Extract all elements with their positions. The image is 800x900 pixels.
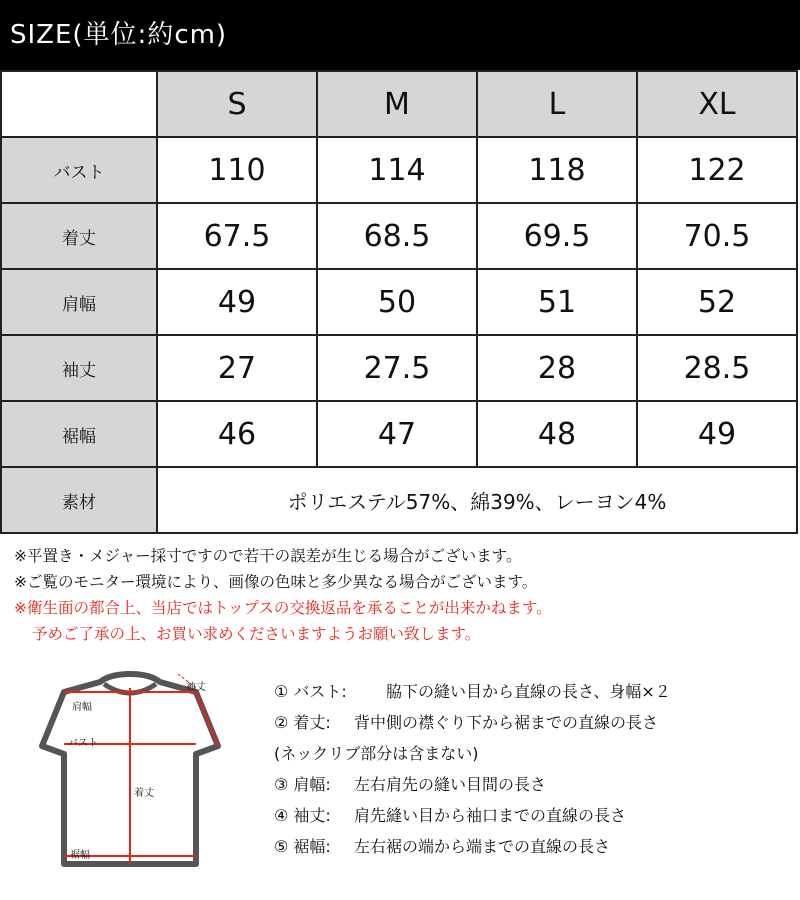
definition-value: (ネックリブ部分は含まない) xyxy=(274,744,479,763)
page-title: SIZE(単位:約cm) xyxy=(0,0,800,70)
table-cell: 52 xyxy=(637,269,797,335)
diagram-label-shoulder: 肩幅 xyxy=(72,702,92,713)
table-cell: 68.5 xyxy=(317,203,477,269)
definition-value: 左右裾の端から端までの直線の長さ xyxy=(354,837,611,856)
table-cell: 67.5 xyxy=(157,203,317,269)
definition-length-note xyxy=(274,738,794,769)
table-cell: 49 xyxy=(637,401,797,467)
table-cell: 48 xyxy=(477,401,637,467)
diagram-label-bust: バスト xyxy=(68,738,98,749)
note-measurement: ※平置き・メジャー採寸ですので若干の誤差が生じる場合がございます。 xyxy=(14,547,522,565)
tshirt-diagram xyxy=(18,668,238,878)
definition-key: ② 着丈: xyxy=(274,713,331,732)
diagram-label-length: 着丈 xyxy=(134,788,154,799)
note-monitor: ※ご覧のモニター環境により、画像の色味と多少異なる場合がございます。 xyxy=(14,573,538,591)
definition-sleeve xyxy=(274,800,794,831)
definition-key: ① バスト: xyxy=(274,682,347,701)
diagram-label-hem: 裾幅 xyxy=(70,850,90,861)
table-row xyxy=(1,137,797,203)
size-header-s: S xyxy=(157,71,317,137)
definition-hem xyxy=(274,831,794,862)
definition-bust xyxy=(274,676,794,707)
table-cell: 51 xyxy=(477,269,637,335)
table-cell: 47 xyxy=(317,401,477,467)
definition-value: 背中側の襟ぐり下から裾までの直線の長さ xyxy=(354,713,659,732)
diagram-label-sleeve: 袖丈 xyxy=(186,682,206,693)
size-table xyxy=(0,70,798,534)
row-label-material: 素材 xyxy=(1,467,157,533)
row-label-hem: 裾幅 xyxy=(1,401,157,467)
definition-value: 左右肩先の縫い目間の長さ xyxy=(354,775,547,794)
table-row xyxy=(1,269,797,335)
definition-key: ④ 袖丈: xyxy=(274,806,331,825)
tshirt-icon xyxy=(18,668,238,878)
table-cell: 69.5 xyxy=(477,203,637,269)
row-label-length: 着丈 xyxy=(1,203,157,269)
definition-value: 肩先縫い目から袖口までの直線の長さ xyxy=(354,806,627,825)
definition-key: ⑤ 裾幅: xyxy=(274,837,331,856)
note-acknowledge: 予めご了承の上、お買い求めくださいますようお願い致します。 xyxy=(32,625,481,643)
table-header-row xyxy=(1,71,797,137)
row-label-bust: バスト xyxy=(1,137,157,203)
table-cell: 49 xyxy=(157,269,317,335)
table-cell: 122 xyxy=(637,137,797,203)
table-cell: 27 xyxy=(157,335,317,401)
size-header-m: M xyxy=(317,71,477,137)
table-cell: 50 xyxy=(317,269,477,335)
measurement-definitions xyxy=(274,676,794,862)
definition-length xyxy=(274,707,794,738)
table-cell: 70.5 xyxy=(637,203,797,269)
table-cell: 114 xyxy=(317,137,477,203)
table-cell: 110 xyxy=(157,137,317,203)
row-label-shoulder: 肩幅 xyxy=(1,269,157,335)
definition-value: 脇下の縫い目から直線の長さ、身幅×２ xyxy=(386,682,671,701)
table-row-material xyxy=(1,467,797,533)
table-cell: 46 xyxy=(157,401,317,467)
definition-key: ③ 肩幅: xyxy=(274,775,331,794)
notes xyxy=(14,543,794,647)
definition-shoulder xyxy=(274,769,794,800)
note-no-returns: ※衛生面の都合上、当店ではトップスの交換返品を承ることが出来かねます。 xyxy=(14,599,552,617)
table-row xyxy=(1,335,797,401)
table-cell: 118 xyxy=(477,137,637,203)
row-label-sleeve: 袖丈 xyxy=(1,335,157,401)
table-cell: 28 xyxy=(477,335,637,401)
table-corner-cell xyxy=(1,71,157,137)
table-cell: 27.5 xyxy=(317,335,477,401)
material-value: ポリエステル57%、綿39%、レーヨン4% xyxy=(157,467,797,533)
size-header-l: L xyxy=(477,71,637,137)
size-header-xl: XL xyxy=(637,71,797,137)
table-row xyxy=(1,203,797,269)
table-row xyxy=(1,401,797,467)
table-cell: 28.5 xyxy=(637,335,797,401)
